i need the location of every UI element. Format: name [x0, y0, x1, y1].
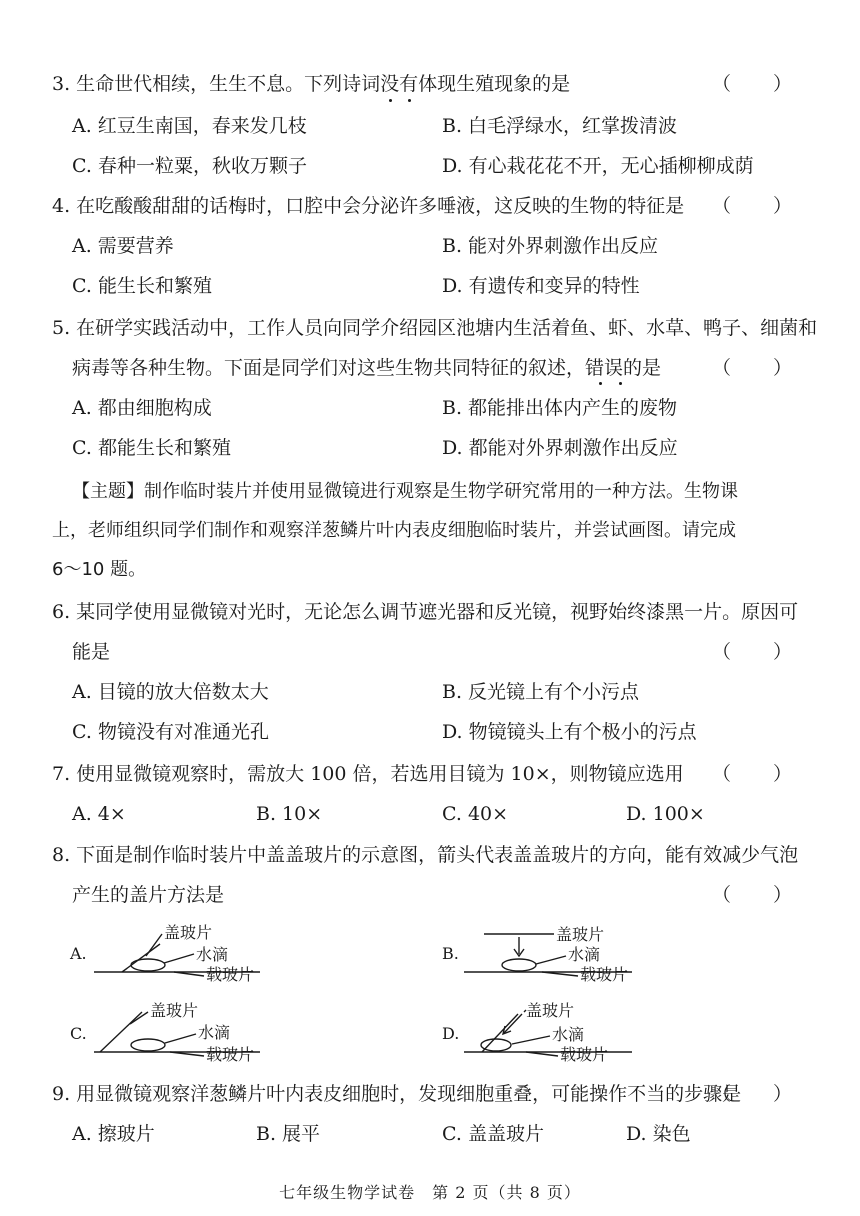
q3-option-d: D. 有心栽花花不开，无心插柳柳成荫 — [442, 155, 754, 177]
slide-label: 载玻片 — [560, 1045, 609, 1064]
q8-figure-a — [70, 920, 280, 990]
q3-option-b: B. 白毛浮绿水，红掌拨清波 — [442, 115, 678, 137]
q8-stem-line2: 产生的盖片方法是 — [72, 884, 225, 906]
q6-option-d: D. 物镜镜头上有个极小的污点 — [442, 721, 697, 743]
cover-glass-label: 盖玻片 — [556, 925, 605, 944]
q9-option-c: C. 盖盖玻片 — [442, 1123, 544, 1145]
water-drop-label: 水滴 — [568, 945, 601, 964]
q6-stem-line1: 6. 某同学使用显微镜对光时，无论怎么调节遮光器和反光镜，视野始终漆黑一片。原因可 — [52, 601, 799, 623]
arrow-shaft — [504, 1014, 522, 1033]
q9-option-b: B. 展平 — [256, 1123, 321, 1145]
q6-stem-line2: 能是 — [72, 641, 111, 663]
cover-label-leader — [130, 1012, 148, 1024]
q6-answer-paren[interactable]: （ ） — [711, 641, 810, 663]
q9-option-d: D. 染色 — [626, 1123, 691, 1145]
cover-glass-line — [122, 944, 160, 972]
cover-glass-label: 盖玻片 — [164, 923, 213, 942]
q7-option-b: B. 10× — [256, 803, 323, 825]
theme-line3: 6～10 题。 — [52, 559, 147, 580]
q8-figure-c — [70, 1000, 280, 1070]
q9-answer-paren[interactable]: （ ） — [711, 1083, 810, 1105]
q4-option-d: D. 有遗传和变异的特性 — [442, 275, 640, 297]
q7-option-a: A. 4× — [72, 803, 126, 825]
q4-option-a: A. 需要营养 — [72, 235, 174, 257]
theme-line2: 上，老师组织同学们制作和观察洋葱鳞片叶内表皮细胞临时装片，并尝试画图。请完成 — [52, 520, 736, 541]
q5-option-d: D. 都能对外界刺激作出反应 — [442, 437, 678, 459]
cover-glass-label: 盖玻片 — [150, 1001, 199, 1020]
water-drop — [131, 959, 165, 971]
q4-option-c: C. 能生长和繁殖 — [72, 275, 212, 297]
q7-answer-paren[interactable]: （ ） — [711, 763, 810, 785]
q7-option-d: D. 100× — [626, 803, 705, 825]
q6-option-b: B. 反光镜上有个小污点 — [442, 681, 640, 703]
q5-option-b: B. 都能排出体内产生的废物 — [442, 397, 678, 419]
q4-stem: 4. 在吃酸酸甜甜的话梅时，口腔中会分泌许多唾液，这反映的生物的特征是 — [52, 195, 685, 217]
q8-figure-d — [442, 1000, 652, 1070]
page-footer: 七年级生物学试卷 第 2 页（共 8 页） — [279, 1183, 581, 1202]
q4-option-b: B. 能对外界刺激作出反应 — [442, 235, 659, 257]
emphasis-dot — [389, 99, 392, 102]
drop-label-leader — [165, 1034, 196, 1043]
q5-stem-line2: 病毒等各种生物。下面是同学们对这些生物共同特征的叙述，错误的是 — [72, 357, 662, 379]
figure-d-letter: D. — [442, 1024, 460, 1043]
emphasis-dot — [408, 99, 411, 102]
q7-stem: 7. 使用显微镜观察时，需放大 100 倍，若选用目镜为 10×，则物镜应选用 — [52, 763, 684, 785]
drop-label-leader — [536, 956, 566, 964]
emphasis-dot — [599, 382, 602, 385]
water-drop — [131, 1039, 165, 1051]
emphasis-dot — [619, 382, 622, 385]
drop-label-leader — [164, 954, 194, 963]
q4-answer-paren[interactable]: （ ） — [711, 195, 810, 217]
q9-stem: 9. 用显微镜观察洋葱鳞片叶内表皮细胞时，发现细胞重叠，可能操作不当的步骤是 — [52, 1083, 742, 1105]
q3-option-a: A. 红豆生南国，春来发几枝 — [72, 115, 307, 137]
water-drop — [481, 1039, 511, 1051]
figure-b-letter: B. — [442, 944, 459, 963]
q3-option-c: C. 春种一粒粟，秋收万颗子 — [72, 155, 307, 177]
theme-line1: 【主题】制作临时装片并使用显微镜进行观察是生物学研究常用的一种方法。生物课 — [72, 481, 738, 502]
cover-glass-line — [482, 1014, 518, 1052]
figure-c-letter: C. — [70, 1024, 87, 1043]
water-drop-label: 水滴 — [196, 945, 229, 964]
water-drop-label: 水滴 — [198, 1023, 231, 1042]
q8-answer-paren[interactable]: （ ） — [711, 884, 810, 906]
slide-label: 载玻片 — [206, 1045, 255, 1064]
q3-stem: 3. 生命世代相续，生生不息。下列诗词没有体现生殖现象的是 — [52, 73, 571, 95]
water-drop-label: 水滴 — [552, 1025, 585, 1044]
figure-a-letter: A. — [70, 944, 87, 963]
q5-option-a: A. 都由细胞构成 — [72, 397, 212, 419]
drop-label-leader — [512, 1036, 550, 1044]
slide-label: 载玻片 — [206, 965, 255, 984]
q9-option-a: A. 擦玻片 — [72, 1123, 155, 1145]
q3-answer-paren[interactable]: （ ） — [711, 73, 810, 95]
water-drop — [502, 959, 536, 971]
q8-figure-b — [442, 920, 652, 990]
cover-glass-label: 盖玻片 — [526, 1001, 575, 1020]
q5-answer-paren[interactable]: （ ） — [711, 357, 810, 379]
q6-option-c: C. 物镜没有对准通光孔 — [72, 721, 269, 743]
q5-stem-line1: 5. 在研学实践活动中，工作人员向同学介绍园区池塘内生活着鱼、虾、水草、鸭子、细菌和 — [52, 317, 818, 339]
q7-option-c: C. 40× — [442, 803, 509, 825]
cover-glass-line — [100, 1012, 142, 1052]
slide-label: 载玻片 — [580, 965, 629, 984]
q5-option-c: C. 都能生长和繁殖 — [72, 437, 231, 459]
q6-option-a: A. 目镜的放大倍数太大 — [72, 681, 269, 703]
q8-stem-line1: 8. 下面是制作临时装片中盖盖玻片的示意图，箭头代表盖盖玻片的方向，能有效减少气泡 — [52, 844, 799, 866]
